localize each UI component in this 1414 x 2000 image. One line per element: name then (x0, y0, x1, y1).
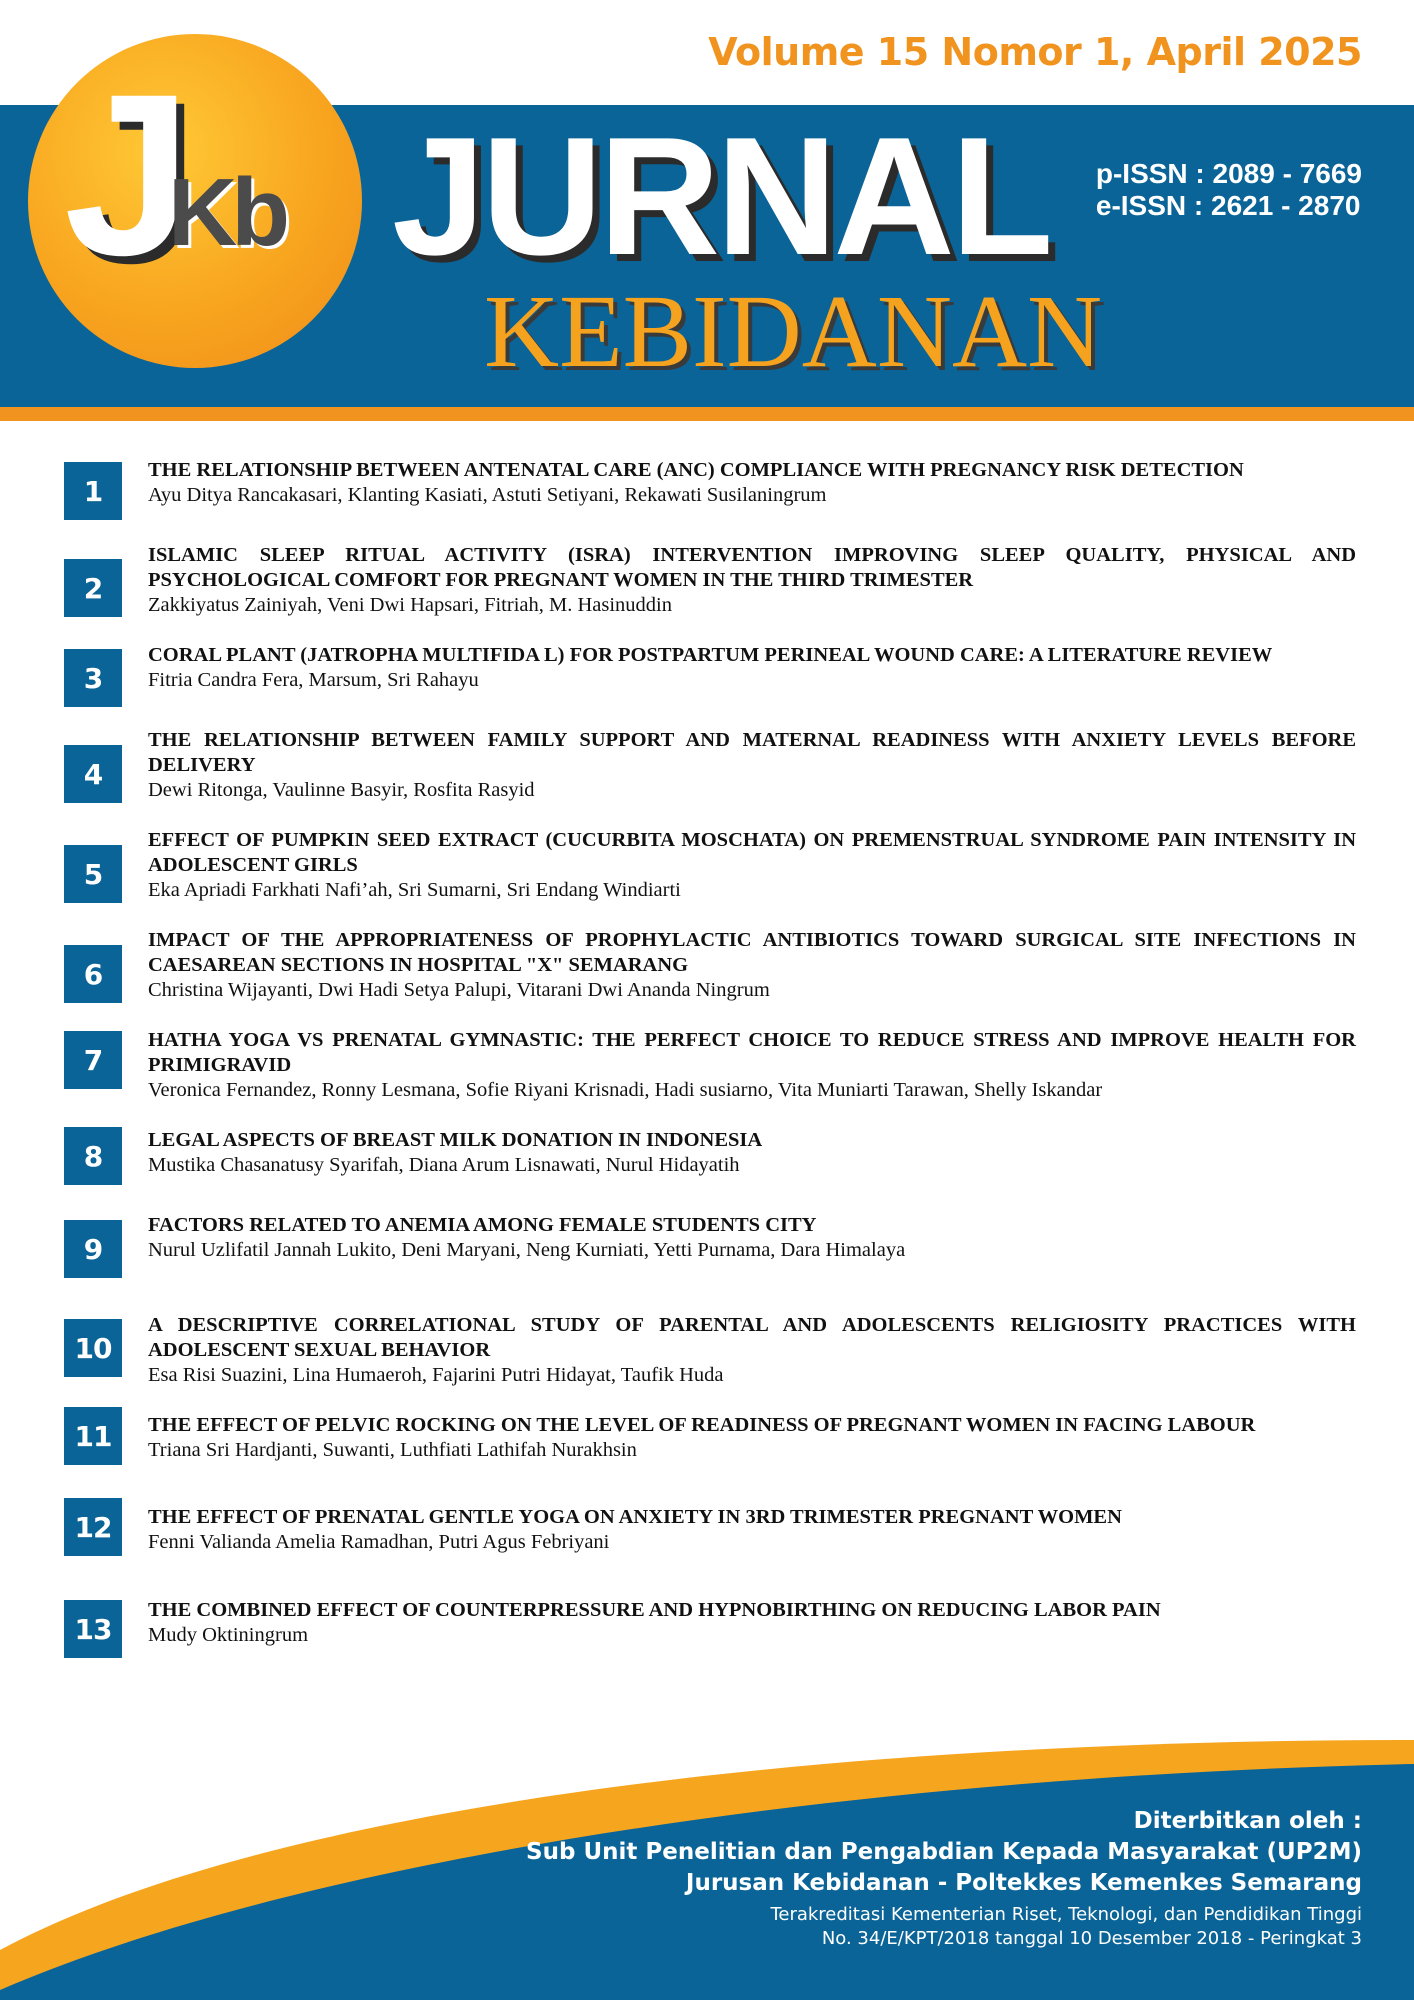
toc-item-number: 10 (64, 1319, 122, 1377)
article-authors: Mudy Oktiningrum (148, 1624, 309, 1646)
toc-item-number: 11 (64, 1407, 122, 1465)
toc-item-text (148, 728, 1356, 803)
toc-item-text (148, 928, 1356, 1003)
accreditation-number: No. 34/E/KPT/2018 tanggal 10 Desember 2018 - Peringkat 3 (821, 1928, 1362, 1949)
article-title: IMPACT OF THE APPROPRIATENESS OF PROPHYLACTIC ANTIBIOTICS TOWARD SURGICAL SITE INFECTIONS IN CAESAREAN SECTIONS IN HOSPITAL "X" SEMARANG (148, 929, 1356, 976)
toc-item-text (148, 1028, 1356, 1103)
p-issn: p-ISSN : 2089 - 7669 (1095, 158, 1362, 189)
article-authors: Eka Apriadi Farkhati Nafi’ah, Sri Sumarni, Sri Endang Windiarti (148, 879, 681, 901)
article-title: HATHA YOGA VS PRENATAL GYMNASTIC: THE PERFECT CHOICE TO REDUCE STRESS AND IMPROVE HEALTH FOR PRIMIGRAVID (148, 1029, 1356, 1076)
toc-item-number: 4 (64, 745, 122, 803)
toc-item-text (148, 543, 1356, 618)
logo-letter-j: J (64, 46, 188, 303)
toc-item-text (148, 1213, 1356, 1263)
toc-item-number: 5 (64, 845, 122, 903)
toc-item-number: 2 (64, 559, 122, 617)
article-title: THE EFFECT OF PELVIC ROCKING ON THE LEVEL OF READINESS OF PREGNANT WOMEN IN FACING LABOUR (148, 1414, 1256, 1436)
volume-label: Volume 15 Nomor 1, April 2025 (708, 30, 1362, 74)
article-authors: Veronica Fernandez, Ronny Lesmana, Sofie Riyani Krisnadi, Hadi susiarno, Vita Muniarti Tarawan, Shelly Iskandar (148, 1079, 1103, 1101)
toc-item-number: 1 (64, 462, 122, 520)
article-authors: Triana Sri Hardjanti, Suwanti, Luthfiati Lathifah Nurakhsin (148, 1439, 637, 1461)
article-authors: Christina Wijayanti, Dwi Hadi Setya Palupi, Vitarani Dwi Ananda Ningrum (148, 979, 770, 1001)
publisher-department: Jurusan Kebidanan - Poltekkes Kemenkes Semarang (685, 1870, 1362, 1896)
article-title: THE COMBINED EFFECT OF COUNTERPRESSURE AND HYPNOBIRTHING ON REDUCING LABOR PAIN (148, 1599, 1161, 1621)
toc-item-text (148, 1598, 1356, 1648)
logo-letters-kb: Kb (168, 159, 284, 266)
toc-item-number: 13 (64, 1600, 122, 1658)
journal-title: JURNAL (392, 102, 1050, 290)
article-title: CORAL PLANT (JATROPHA MULTIFIDA L) FOR POSTPARTUM PERINEAL WOUND CARE: A LITERATURE REVIEW (148, 644, 1273, 666)
article-authors: Zakkiyatus Zainiyah, Veni Dwi Hapsari, Fitriah, M. Hasinuddin (148, 594, 673, 616)
publisher-block (526, 1806, 1362, 1951)
article-title: FACTORS RELATED TO ANEMIA AMONG FEMALE STUDENTS CITY (148, 1214, 817, 1236)
article-title: THE RELATIONSHIP BETWEEN ANTENATAL CARE (ANC) COMPLIANCE WITH PREGNANCY RISK DETECTION (148, 459, 1244, 481)
journal-subtitle: KEBIDANAN (484, 274, 1103, 389)
publisher-unit: Sub Unit Penelitian dan Pengabdian Kepada Masyarakat (UP2M) (526, 1839, 1362, 1865)
article-title: EFFECT OF PUMPKIN SEED EXTRACT (CUCURBITA MOSCHATA) ON PREMENSTRUAL SYNDROME PAIN INTENSITY IN ADOLESCENT GIRLS (148, 829, 1356, 876)
toc-item-number: 6 (64, 945, 122, 1003)
article-authors: Mustika Chasanatusy Syarifah, Diana Arum Lisnawati, Nurul Hidayatih (148, 1154, 740, 1176)
issn-block (1096, 158, 1362, 222)
article-authors: Nurul Uzlifatil Jannah Lukito, Deni Maryani, Neng Kurniati, Yetti Purnama, Dara Himalaya (148, 1239, 906, 1261)
toc-item-text (148, 1313, 1356, 1388)
toc-item-text (148, 1505, 1356, 1555)
article-title: THE RELATIONSHIP BETWEEN FAMILY SUPPORT AND MATERNAL READINESS WITH ANXIETY LEVELS BEFORE DELIVERY (148, 729, 1356, 776)
banner-stripe (0, 407, 1414, 421)
toc-item-text (148, 1128, 1356, 1178)
article-authors: Fenni Valianda Amelia Ramadhan, Putri Agus Febriyani (148, 1531, 610, 1553)
e-issn: e-ISSN : 2621 - 2870 (1095, 190, 1361, 221)
article-title: ISLAMIC SLEEP RITUAL ACTIVITY (ISRA) INTERVENTION IMPROVING SLEEP QUALITY, PHYSICAL AND PSYCHOLOGICAL COMFORT FOR PREGNANT WOMEN IN THE THIRD TRIMESTER (148, 544, 1356, 591)
toc-item-number: 9 (64, 1220, 122, 1278)
toc-item-text (148, 828, 1356, 903)
article-authors: Fitria Candra Fera, Marsum, Sri Rahayu (148, 669, 479, 691)
toc-item-text (148, 1413, 1356, 1463)
accreditation-line: Terakreditasi Kementerian Riset, Teknologi, dan Pendidikan Tinggi (770, 1904, 1362, 1925)
toc-item-text (148, 458, 1356, 508)
article-title: LEGAL ASPECTS OF BREAST MILK DONATION IN INDONESIA (148, 1129, 763, 1151)
toc-item-text (148, 643, 1356, 693)
article-title: A DESCRIPTIVE CORRELATIONAL STUDY OF PARENTAL AND ADOLESCENTS RELIGIOSITY PRACTICES WITH ADOLESCENT SEXUAL BEHAVIOR (148, 1314, 1356, 1361)
toc-item-number: 8 (64, 1127, 122, 1185)
article-authors: Dewi Ritonga, Vaulinne Basyir, Rosfita Rasyid (148, 779, 535, 801)
article-title: THE EFFECT OF PRENATAL GENTLE YOGA ON ANXIETY IN 3RD TRIMESTER PREGNANT WOMEN (148, 1506, 1122, 1528)
toc-item-number: 3 (64, 649, 122, 707)
publisher-intro: Diterbitkan oleh : (1133, 1808, 1362, 1834)
toc-item-number: 12 (64, 1498, 122, 1556)
toc-item-number: 7 (64, 1031, 122, 1089)
article-authors: Ayu Ditya Rancakasari, Klanting Kasiati, Astuti Setiyani, Rekawati Susilaningrum (148, 484, 827, 506)
article-authors: Esa Risi Suazini, Lina Humaeroh, Fajarini Putri Hidayat, Taufik Huda (148, 1364, 724, 1386)
